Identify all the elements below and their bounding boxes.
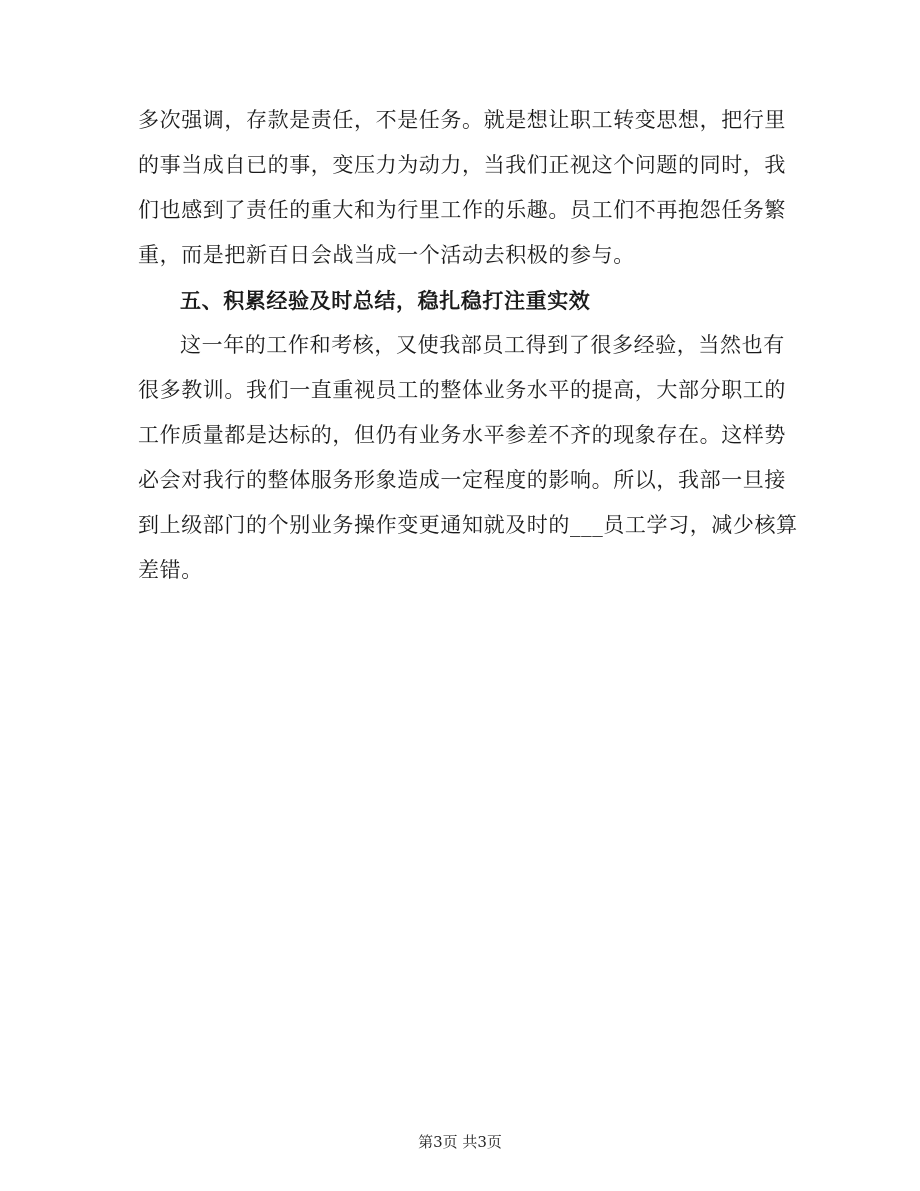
page-number: 第3页 共3页 <box>418 1133 502 1151</box>
paragraph-continuation <box>138 98 784 278</box>
text-line: 很多教训。我们一直重视员工的整体业务水平的提高，大部分职工的 <box>138 378 786 402</box>
document-body <box>138 98 798 593</box>
text-line: 必会对我行的整体服务形象造成一定程度的影响。所以，我部一旦接 <box>138 468 786 492</box>
text-line: 差错。 <box>138 558 203 582</box>
text-line: 到上级部门的个别业务操作变更通知就及时的___员工学习，减少核算 <box>138 513 798 537</box>
text-line: 们也感到了责任的重大和为行里工作的乐趣。员工们不再抱怨任务繁 <box>138 198 786 222</box>
text-line: 多次强调，存款是责任，不是任务。就是想让职工转变思想，把行里 <box>138 108 786 132</box>
text-line: 工作质量都是达标的，但仍有业务水平参差不齐的现象存在。这样势 <box>138 423 786 447</box>
text-line: 重，而是把新百日会战当成一个活动去积极的参与。 <box>138 243 635 267</box>
section-heading: 五、积累经验及时总结，稳扎稳打注重实效 <box>180 288 591 313</box>
text-line: 这一年的工作和考核，又使我部员工得到了很多经验，当然也有 <box>180 333 785 357</box>
text-line: 的事当成自已的事，变压力为动力，当我们正视这个问题的同时，我 <box>138 153 786 177</box>
paragraph-experience <box>138 323 798 593</box>
